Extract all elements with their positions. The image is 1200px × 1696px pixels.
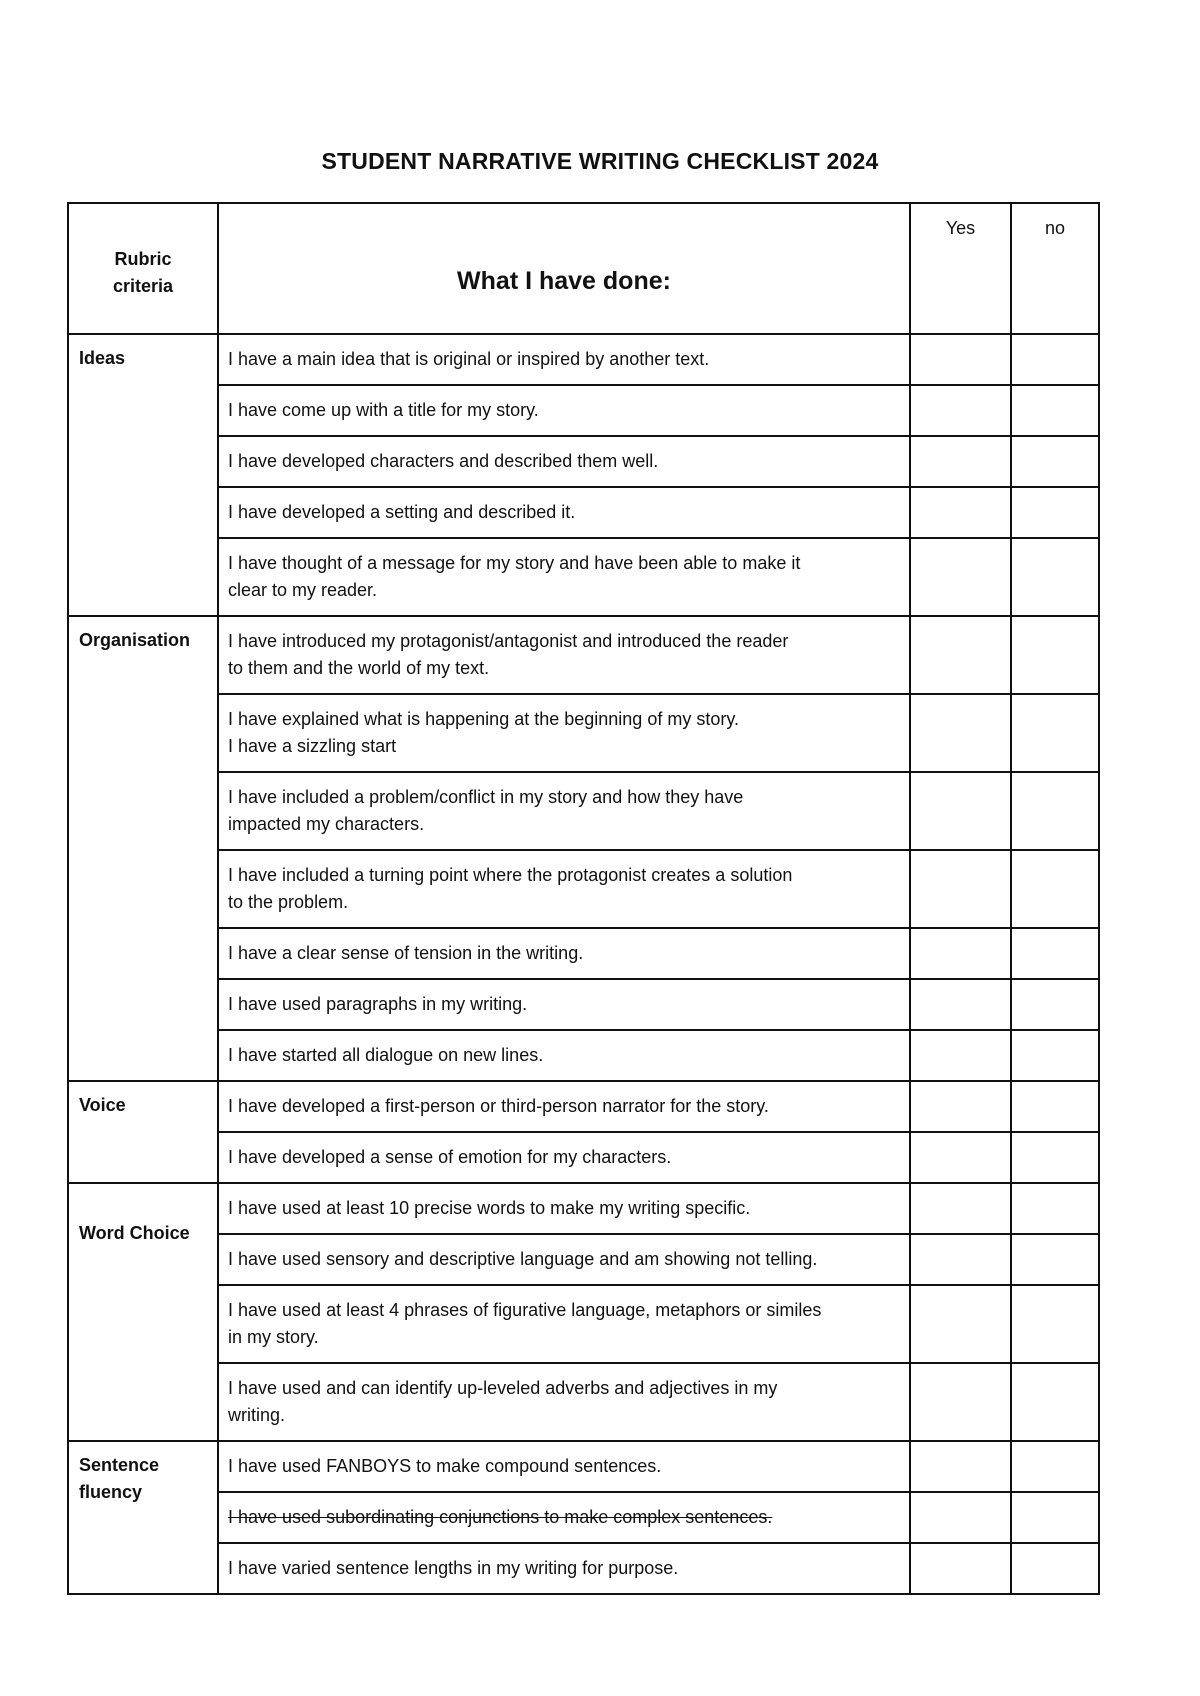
yes-checkbox[interactable]: [910, 1132, 1011, 1183]
yes-checkbox[interactable]: [910, 334, 1011, 385]
no-checkbox[interactable]: [1011, 1132, 1099, 1183]
checklist-row: [68, 1030, 1099, 1081]
yes-header: Yes: [910, 203, 1011, 334]
checklist-row: [68, 928, 1099, 979]
checklist-row: [68, 538, 1099, 616]
checklist-row: [68, 772, 1099, 850]
no-checkbox[interactable]: [1011, 1183, 1099, 1234]
rubric-criteria-line1: Rubric: [114, 248, 172, 269]
checklist-item: I have used FANBOYS to make compound sentences.: [218, 1441, 910, 1492]
checklist-row: [68, 334, 1099, 385]
no-header: no: [1011, 203, 1099, 334]
criteria-sentence-fluency: [68, 1441, 218, 1594]
yes-checkbox[interactable]: [910, 1183, 1011, 1234]
checklist-item: I have a clear sense of tension in the writing.: [218, 928, 910, 979]
criteria-organisation: Organisation: [68, 616, 218, 1081]
checklist-row: [68, 850, 1099, 928]
criteria-ideas: Ideas: [68, 334, 218, 616]
checklist-item-line: clear to my reader.: [228, 580, 378, 600]
checklist-item: I have developed a sense of emotion for my characters.: [218, 1132, 910, 1183]
no-checkbox[interactable]: [1011, 334, 1099, 385]
yes-checkbox[interactable]: [910, 487, 1011, 538]
checklist-row: [68, 1363, 1099, 1441]
checklist-item-line: to them and the world of my text.: [228, 658, 490, 678]
checklist-item: I have come up with a title for my story.: [218, 385, 910, 436]
checklist-row: [68, 487, 1099, 538]
no-checkbox[interactable]: [1011, 385, 1099, 436]
checklist-row: [68, 1183, 1099, 1234]
yes-checkbox[interactable]: [910, 1543, 1011, 1594]
yes-checkbox[interactable]: [910, 850, 1011, 928]
checklist-item: I have varied sentence lengths in my writing for purpose.: [218, 1543, 910, 1594]
yes-checkbox[interactable]: [910, 436, 1011, 487]
checklist-item: I have developed a setting and described it.: [218, 487, 910, 538]
checklist-row: [68, 1234, 1099, 1285]
no-checkbox[interactable]: [1011, 1492, 1099, 1543]
no-checkbox[interactable]: [1011, 616, 1099, 694]
no-checkbox[interactable]: [1011, 1363, 1099, 1441]
criteria-voice: Voice: [68, 1081, 218, 1183]
checklist-item: [218, 772, 910, 850]
checklist-item: I have developed characters and described them well.: [218, 436, 910, 487]
no-checkbox[interactable]: [1011, 694, 1099, 772]
checklist-item-line: writing.: [228, 1405, 286, 1425]
checklist-row: [68, 1081, 1099, 1132]
yes-checkbox[interactable]: [910, 1030, 1011, 1081]
yes-checkbox[interactable]: [910, 1441, 1011, 1492]
checklist-item: [218, 616, 910, 694]
checklist-item-line: in my story.: [228, 1327, 319, 1347]
checklist-row: [68, 616, 1099, 694]
checklist-row: [68, 694, 1099, 772]
checklist-item: [218, 850, 910, 928]
criteria-sentence-line2: fluency: [79, 1482, 143, 1502]
checklist-item: I have developed a first-person or third-person narrator for the story.: [218, 1081, 910, 1132]
no-checkbox[interactable]: [1011, 928, 1099, 979]
criteria-sentence-line1: Sentence: [79, 1455, 160, 1475]
no-checkbox[interactable]: [1011, 1441, 1099, 1492]
checklist-item-line: I have explained what is happening at the beginning of my story.: [228, 709, 739, 729]
yes-checkbox[interactable]: [910, 1363, 1011, 1441]
checklist-item: I have used at least 10 precise words to make my writing specific.: [218, 1183, 910, 1234]
checklist-item: [218, 694, 910, 772]
checklist-table: [67, 202, 1100, 1595]
checklist-row: [68, 385, 1099, 436]
no-checkbox[interactable]: [1011, 850, 1099, 928]
what-i-have-done-header: What I have done:: [218, 203, 910, 334]
checklist-row: [68, 1285, 1099, 1363]
checklist-row: [68, 436, 1099, 487]
checklist-item: [218, 538, 910, 616]
yes-checkbox[interactable]: [910, 772, 1011, 850]
checklist-item-struck: I have used subordinating conjunctions to make complex sentences.: [218, 1492, 910, 1543]
no-checkbox[interactable]: [1011, 436, 1099, 487]
no-checkbox[interactable]: [1011, 1543, 1099, 1594]
checklist-item: [218, 1285, 910, 1363]
no-checkbox[interactable]: [1011, 1030, 1099, 1081]
no-checkbox[interactable]: [1011, 538, 1099, 616]
checklist-row: [68, 1492, 1099, 1543]
checklist-item-line: I have introduced my protagonist/antagonist and introduced the reader: [228, 631, 789, 651]
checklist-item-line: I have thought of a message for my story and have been able to make it: [228, 553, 801, 573]
yes-checkbox[interactable]: [910, 979, 1011, 1030]
no-checkbox[interactable]: [1011, 772, 1099, 850]
checklist-item-line: impacted my characters.: [228, 814, 425, 834]
yes-checkbox[interactable]: [910, 1492, 1011, 1543]
checklist-row: [68, 979, 1099, 1030]
checklist-item: [218, 1363, 910, 1441]
yes-checkbox[interactable]: [910, 1285, 1011, 1363]
checklist-item-line: to the problem.: [228, 892, 349, 912]
checklist-row: [68, 1132, 1099, 1183]
header-row: [68, 203, 1099, 334]
yes-checkbox[interactable]: [910, 928, 1011, 979]
no-checkbox[interactable]: [1011, 487, 1099, 538]
checklist-item-line: I have included a problem/conflict in my story and how they have: [228, 787, 744, 807]
yes-checkbox[interactable]: [910, 385, 1011, 436]
checklist-row: [68, 1441, 1099, 1492]
rubric-criteria-header: [68, 203, 218, 334]
no-checkbox[interactable]: [1011, 1285, 1099, 1363]
checklist-item: I have a main idea that is original or inspired by another text.: [218, 334, 910, 385]
yes-checkbox[interactable]: [910, 538, 1011, 616]
checklist-item-line: I have a sizzling start: [228, 736, 397, 756]
yes-checkbox[interactable]: [910, 1081, 1011, 1132]
checklist-item-line: I have used and can identify up-leveled adverbs and adjectives in my: [228, 1378, 778, 1398]
checklist-item: I have used sensory and descriptive language and am showing not telling.: [218, 1234, 910, 1285]
rubric-criteria-line2: criteria: [112, 275, 174, 296]
no-checkbox[interactable]: [1011, 979, 1099, 1030]
checklist-item-line: I have included a turning point where the protagonist creates a solution: [228, 865, 793, 885]
checklist-item-line: I have used at least 4 phrases of figurative language, metaphors or similes: [228, 1300, 822, 1320]
yes-checkbox[interactable]: [910, 1234, 1011, 1285]
yes-checkbox[interactable]: [910, 616, 1011, 694]
checklist-item: I have started all dialogue on new lines.: [218, 1030, 910, 1081]
page-title: STUDENT NARRATIVE WRITING CHECKLIST 2024: [321, 148, 879, 174]
no-checkbox[interactable]: [1011, 1234, 1099, 1285]
yes-checkbox[interactable]: [910, 694, 1011, 772]
criteria-word-choice: Word Choice: [68, 1183, 218, 1441]
checklist-row: [68, 1543, 1099, 1594]
no-checkbox[interactable]: [1011, 1081, 1099, 1132]
checklist-item: I have used paragraphs in my writing.: [218, 979, 910, 1030]
